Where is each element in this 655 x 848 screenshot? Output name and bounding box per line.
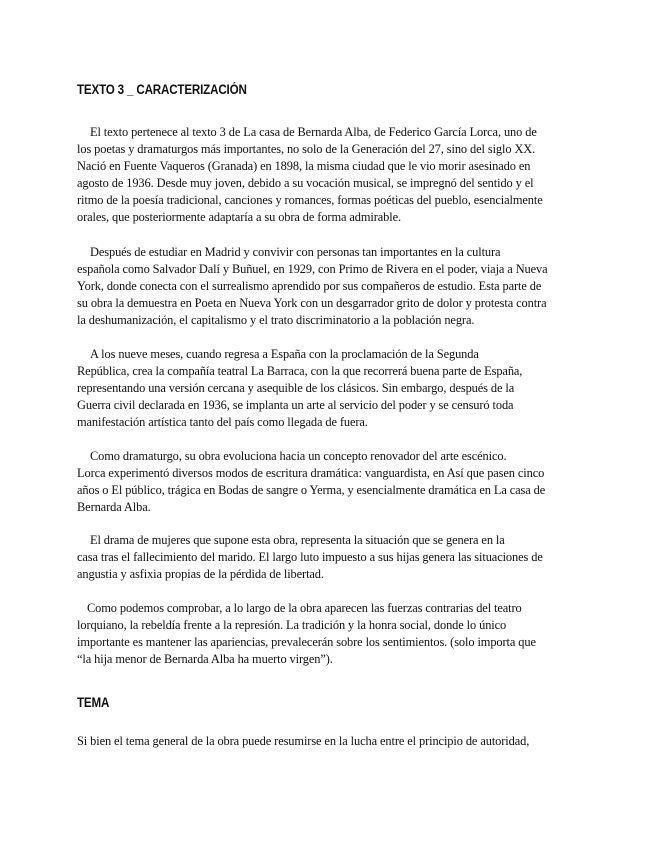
paragraph-line: importante es mantener las apariencias, prevalecerán sobre los sentimientos. (solo importa que xyxy=(77,635,536,649)
paragraph-line: República, crea la compañía teatral La Barraca, con la que recorrerá buena parte de España, xyxy=(77,364,523,378)
paragraph-2 xyxy=(77,244,547,329)
paragraph-line: El drama de mujeres que supone esta obra, representa la situación que se genera en la xyxy=(90,533,505,547)
paragraph-7 xyxy=(77,733,547,750)
section-heading-tema: TEMA xyxy=(77,695,110,710)
paragraph-line: años o El público, trágica en Bodas de sangre o Yerma, y esencialmente dramática en La casa de xyxy=(77,483,546,497)
paragraph-line: ritmo de la poesía tradicional, canciones y romances, formas poéticas del pueblo, esencialmente xyxy=(77,193,543,207)
paragraph-3 xyxy=(77,346,547,431)
paragraph-5 xyxy=(77,532,547,583)
paragraph-line: El texto pertenece al texto 3 de La casa de Bernarda Alba, de Federico García Lorca, uno de xyxy=(90,125,537,139)
paragraph-line: York, donde conecta con el surrealismo aprendido por sus compañeros de estudio. Esta parte de xyxy=(77,279,542,293)
paragraph-line: lorquiano, la rebeldía frente a la represión. La tradición y la honra social, donde lo único xyxy=(77,618,507,632)
paragraph-4 xyxy=(77,448,547,516)
paragraph-line: Nació en Fuente Vaqueros (Granada) en 1898, la misma ciudad que le vio morir asesinado en xyxy=(77,159,531,173)
paragraph-line: orales, que posteriormente adaptaría a su obra de forma admirable. xyxy=(77,210,402,224)
paragraph-line: casa tras el fallecimiento del marido. El largo luto impuesto a sus hijas genera las situaciones de xyxy=(77,550,543,564)
paragraph-line: Como dramaturgo, su obra evoluciona hacia un concepto renovador del arte escénico. xyxy=(90,449,507,463)
paragraph-line: Lorca experimentó diversos modos de escritura dramática: vanguardista, en Así que pasen cinco xyxy=(77,466,545,480)
paragraph-line: Guerra civil declarada en 1936, se implanta un arte al servicio del poder y se censuró toda xyxy=(77,398,514,412)
paragraph-line: Después de estudiar en Madrid y convivir con personas tan importantes en la cultura xyxy=(90,245,501,259)
paragraph-line: agosto de 1936. Desde muy joven, debido a su vocación musical, se impregnó del sentido y el xyxy=(77,176,534,190)
paragraph-line: angustia y asfixia propias de la pérdida de libertad. xyxy=(77,567,324,581)
paragraph-line: manifestación artística tanto del país como llegada de fuera. xyxy=(77,415,368,429)
paragraph-line: la deshumanización, el capitalismo y el trato discriminatorio a la población negra. xyxy=(77,313,475,327)
section-heading-caracterizacion: TEXTO 3 _ CARACTERIZACIÓN xyxy=(77,82,247,97)
paragraph-line: Si bien el tema general de la obra puede resumirse en la lucha entre el principio de autoridad, xyxy=(77,734,530,748)
paragraph-line: Como podemos comprobar, a lo largo de la obra aparecen las fuerzas contrarias del teatro xyxy=(87,601,522,615)
paragraph-6 xyxy=(77,600,547,668)
paragraph-line: Bernarda Alba. xyxy=(77,500,151,514)
paragraph-line: su obra la demuestra en Poeta en Nueva York con un desgarrador grito de dolor y protesta contra xyxy=(77,296,547,310)
paragraph-line: representando una versión cercana y asequible de los clásicos. Sin embargo, después de la xyxy=(77,381,515,395)
paragraph-1 xyxy=(77,124,547,226)
paragraph-line: los poetas y dramaturgos más importantes, no solo de la Generación del 27, sino del siglo XX. xyxy=(77,142,536,156)
paragraph-line: “la hija menor de Bernarda Alba ha muerto virgen”). xyxy=(77,652,333,666)
paragraph-line: española como Salvador Dalí y Buñuel, en 1929, con Primo de Rivera en el poder, viaja a Nueva xyxy=(77,262,548,276)
paragraph-line: A los nueve meses, cuando regresa a España con la proclamación de la Segunda xyxy=(90,347,479,361)
